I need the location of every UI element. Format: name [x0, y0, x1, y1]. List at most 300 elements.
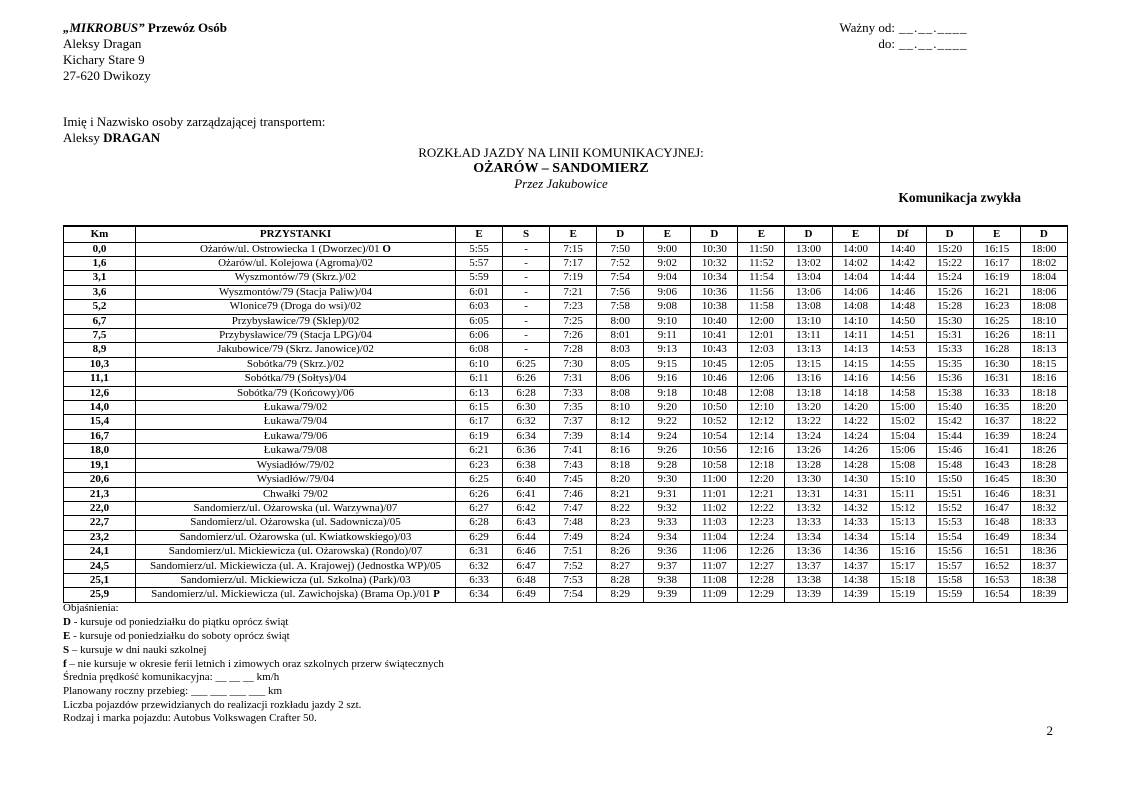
time-value: 7:43: [550, 458, 597, 472]
time-value: 15:56: [926, 545, 973, 559]
time-value: 7:50: [597, 242, 644, 256]
time-value: 11:00: [691, 473, 738, 487]
time-value: 12:14: [738, 429, 785, 443]
time-value: 7:52: [550, 559, 597, 573]
time-value: 14:56: [879, 372, 926, 386]
time-value: 12:24: [738, 530, 785, 544]
table-row: [64, 300, 1068, 314]
time-value: 14:26: [832, 444, 879, 458]
time-value: 7:21: [550, 285, 597, 299]
time-value: 13:31: [785, 487, 832, 501]
time-value: 8:22: [597, 501, 644, 515]
company-street: Kichary Stare 9: [63, 52, 145, 67]
table-row: [64, 357, 1068, 371]
time-value: 16:48: [973, 516, 1020, 530]
time-value: 15:31: [926, 329, 973, 343]
time-value: 10:41: [691, 329, 738, 343]
km-value: 10,3: [64, 357, 136, 371]
time-value: 6:26: [503, 372, 550, 386]
time-value: 13:26: [785, 444, 832, 458]
time-value: 7:30: [550, 357, 597, 371]
stop-name: Wyszmontów/79 (Stacja Paliw)/04: [136, 285, 456, 299]
time-value: 9:20: [644, 401, 691, 415]
time-value: 12:27: [738, 559, 785, 573]
time-value: 13:06: [785, 285, 832, 299]
legend-text: – kursuje w dni nauki szkolnej: [69, 644, 207, 656]
time-value: 15:11: [879, 487, 926, 501]
time-value: 8:16: [597, 444, 644, 458]
time-value: 10:46: [691, 372, 738, 386]
time-value: 8:00: [597, 314, 644, 328]
time-value: 8:12: [597, 415, 644, 429]
time-value: 12:28: [738, 573, 785, 587]
time-value: 16:15: [973, 242, 1020, 256]
km-value: 0,0: [64, 242, 136, 256]
time-value: 9:16: [644, 372, 691, 386]
legend-text: – nie kursuje w okresie ferii letnich i zimowych oraz szkolnych przerw świątecznych: [66, 658, 444, 670]
time-value: 7:51: [550, 545, 597, 559]
service-code-header: E: [644, 226, 691, 242]
time-value: 11:03: [691, 516, 738, 530]
time-value: 16:25: [973, 314, 1020, 328]
time-value: 5:59: [456, 271, 503, 285]
time-value: 13:15: [785, 357, 832, 371]
time-value: 12:23: [738, 516, 785, 530]
time-value: 9:11: [644, 329, 691, 343]
stop-name: Wysiadłów/79/04: [136, 473, 456, 487]
time-value: 10:38: [691, 300, 738, 314]
table-row: [64, 343, 1068, 357]
km-value: 3,6: [64, 285, 136, 299]
time-value: 13:13: [785, 343, 832, 357]
time-value: 6:25: [503, 357, 550, 371]
km-header: Km: [64, 226, 136, 242]
table-row: [64, 473, 1068, 487]
km-value: 16,7: [64, 429, 136, 443]
service-code-header: D: [785, 226, 832, 242]
time-value: 12:08: [738, 386, 785, 400]
legend-code: D: [63, 616, 71, 628]
time-value: 15:17: [879, 559, 926, 573]
time-value: 13:02: [785, 257, 832, 271]
stop-name: Wyszmontów/79 (Skrz.)/02: [136, 271, 456, 285]
time-value: 14:53: [879, 343, 926, 357]
time-value: 11:58: [738, 300, 785, 314]
time-value: 6:48: [503, 573, 550, 587]
table-row: [64, 501, 1068, 515]
time-value: 12:10: [738, 401, 785, 415]
service-code-header: D: [597, 226, 644, 242]
km-value: 19,1: [64, 458, 136, 472]
time-value: 10:36: [691, 285, 738, 299]
table-row: [64, 242, 1068, 256]
time-value: 12:20: [738, 473, 785, 487]
time-value: 18:15: [1020, 357, 1067, 371]
time-value: 6:15: [456, 401, 503, 415]
km-value: 7,5: [64, 329, 136, 343]
time-value: 16:17: [973, 257, 1020, 271]
km-value: 3,1: [64, 271, 136, 285]
table-row: [64, 573, 1068, 587]
time-value: 14:20: [832, 401, 879, 415]
company-city: 27-620 Dwikozy: [63, 68, 151, 83]
time-value: 12:16: [738, 444, 785, 458]
time-value: 16:31: [973, 372, 1020, 386]
table-row: [64, 429, 1068, 443]
time-value: 12:01: [738, 329, 785, 343]
time-value: 7:41: [550, 444, 597, 458]
time-value: 12:03: [738, 343, 785, 357]
manager-name: [63, 130, 325, 146]
time-value: 9:24: [644, 429, 691, 443]
legend-text: - kursuje od poniedziałku do soboty oprócz świąt: [70, 630, 290, 642]
time-value: 7:23: [550, 300, 597, 314]
legend-item: [63, 643, 444, 657]
time-value: 15:06: [879, 444, 926, 458]
time-value: 13:16: [785, 372, 832, 386]
table-row: [64, 545, 1068, 559]
time-value: 13:28: [785, 458, 832, 472]
time-value: 11:01: [691, 487, 738, 501]
table-row: [64, 444, 1068, 458]
table-row: [64, 458, 1068, 472]
time-value: 11:54: [738, 271, 785, 285]
time-value: 8:26: [597, 545, 644, 559]
time-value: 14:55: [879, 357, 926, 371]
service-code-header: Df: [879, 226, 926, 242]
time-value: 7:19: [550, 271, 597, 285]
time-value: 10:52: [691, 415, 738, 429]
time-value: 13:22: [785, 415, 832, 429]
time-value: 10:40: [691, 314, 738, 328]
time-value: 16:46: [973, 487, 1020, 501]
time-value: 14:06: [832, 285, 879, 299]
time-value: 18:34: [1020, 530, 1067, 544]
time-value: 14:39: [832, 588, 879, 602]
time-value: -: [503, 314, 550, 328]
time-value: 7:46: [550, 487, 597, 501]
time-value: 16:39: [973, 429, 1020, 443]
time-value: 6:19: [456, 429, 503, 443]
footer-line: Średnia prędkość komunikacyjna: __ __ __ km/h: [63, 671, 280, 683]
time-value: -: [503, 300, 550, 314]
time-value: 10:34: [691, 271, 738, 285]
time-value: 14:34: [832, 530, 879, 544]
validity-to-label: do:: [878, 36, 895, 51]
time-value: 6:08: [456, 343, 503, 357]
footer-notes: [63, 671, 361, 726]
time-value: 6:25: [456, 473, 503, 487]
time-value: 9:36: [644, 545, 691, 559]
time-value: 6:13: [456, 386, 503, 400]
km-value: 1,6: [64, 257, 136, 271]
time-value: 13:39: [785, 588, 832, 602]
time-value: 11:08: [691, 573, 738, 587]
km-value: 6,7: [64, 314, 136, 328]
time-value: 7:28: [550, 343, 597, 357]
time-value: 16:33: [973, 386, 1020, 400]
time-value: 12:05: [738, 357, 785, 371]
service-code-header: D: [926, 226, 973, 242]
time-value: 14:15: [832, 357, 879, 371]
time-value: 9:31: [644, 487, 691, 501]
time-value: 14:24: [832, 429, 879, 443]
time-value: 15:30: [926, 314, 973, 328]
time-value: 7:39: [550, 429, 597, 443]
time-value: 15:10: [879, 473, 926, 487]
time-value: 18:08: [1020, 300, 1067, 314]
table-row: [64, 257, 1068, 271]
service-code-header: E: [738, 226, 785, 242]
legend-code: f: [63, 658, 67, 670]
time-value: 18:22: [1020, 415, 1067, 429]
time-value: 6:30: [503, 401, 550, 415]
time-value: 6:36: [503, 444, 550, 458]
time-value: 6:10: [456, 357, 503, 371]
stop-name: Wlonice79 (Droga do wsi)/02: [136, 300, 456, 314]
footer-line: Planowany roczny przebieg: ___ ___ ___ ___ km: [63, 684, 283, 697]
time-value: 9:06: [644, 285, 691, 299]
km-value: 24,5: [64, 559, 136, 573]
time-value: 14:02: [832, 257, 879, 271]
time-value: 6:49: [503, 588, 550, 602]
stops-header: PRZYSTANKI: [136, 226, 456, 242]
validity-to-value: __.__.____: [899, 36, 968, 51]
time-value: 13:30: [785, 473, 832, 487]
time-value: 13:38: [785, 573, 832, 587]
stop-name: Ożarów/ul. Kolejowa (Agroma)/02: [136, 257, 456, 271]
legend-code: E: [63, 630, 71, 642]
stop-name: Sandomierz/ul. Mickiewicza (ul. Zawichojska) (Brama Op.)/01 P: [136, 588, 456, 602]
time-value: 14:22: [832, 415, 879, 429]
time-value: 15:13: [879, 516, 926, 530]
km-value: 22,7: [64, 516, 136, 530]
time-value: 15:46: [926, 444, 973, 458]
time-value: 14:30: [832, 473, 879, 487]
time-value: 6:23: [456, 458, 503, 472]
stop-name: Sandomierz/ul. Ożarowska (ul. Sadownicza)/05: [136, 516, 456, 530]
time-value: 18:36: [1020, 545, 1067, 559]
time-value: 6:33: [456, 573, 503, 587]
time-value: 16:54: [973, 588, 1020, 602]
timetable: [63, 225, 1068, 603]
time-value: 12:12: [738, 415, 785, 429]
time-value: 9:32: [644, 501, 691, 515]
time-value: 15:22: [926, 257, 973, 271]
time-value: 14:44: [879, 271, 926, 285]
time-value: 16:49: [973, 530, 1020, 544]
time-value: 7:17: [550, 257, 597, 271]
time-value: 10:56: [691, 444, 738, 458]
km-value: 21,3: [64, 487, 136, 501]
legend-code: S: [63, 644, 70, 656]
time-value: 18:18: [1020, 386, 1067, 400]
time-value: 13:36: [785, 545, 832, 559]
time-value: 14:50: [879, 314, 926, 328]
time-value: 13:37: [785, 559, 832, 573]
time-value: 16:45: [973, 473, 1020, 487]
time-value: 13:08: [785, 300, 832, 314]
km-value: 25,1: [64, 573, 136, 587]
time-value: 8:24: [597, 530, 644, 544]
time-value: 10:45: [691, 357, 738, 371]
time-value: 6:28: [456, 516, 503, 530]
time-value: 16:51: [973, 545, 1020, 559]
time-value: 15:14: [879, 530, 926, 544]
time-value: 14:08: [832, 300, 879, 314]
stop-name: Jakubowice/79 (Skrz. Janowice)/02: [136, 343, 456, 357]
time-value: 7:53: [550, 573, 597, 587]
stop-name: Przybysławice/79 (Sklep)/02: [136, 314, 456, 328]
time-value: 12:26: [738, 545, 785, 559]
time-value: 13:04: [785, 271, 832, 285]
time-value: 8:28: [597, 573, 644, 587]
manager-first-name: Aleksy: [63, 130, 104, 145]
time-value: 10:54: [691, 429, 738, 443]
time-value: 6:21: [456, 444, 503, 458]
time-value: 14:36: [832, 545, 879, 559]
time-value: 14:42: [879, 257, 926, 271]
stop-mark: P: [433, 588, 440, 601]
table-row: [64, 559, 1068, 573]
km-value: 18,0: [64, 444, 136, 458]
stop-name: Sandomierz/ul. Mickiewicza (ul. A. Krajowej) (Jednostka WP)/05: [136, 559, 456, 573]
stop-name: Chwałki 79/02: [136, 487, 456, 501]
time-value: 14:58: [879, 386, 926, 400]
time-value: 18:11: [1020, 329, 1067, 343]
time-value: 12:18: [738, 458, 785, 472]
service-code-header: E: [832, 226, 879, 242]
time-value: 13:10: [785, 314, 832, 328]
company-name-quoted: „MIKROBUS”: [63, 20, 145, 35]
time-value: 7:35: [550, 401, 597, 415]
stop-name: Sobótka/79 (Sołtys)/04: [136, 372, 456, 386]
time-value: 7:33: [550, 386, 597, 400]
stop-name: Sobótka/79 (Skrz.)/02: [136, 357, 456, 371]
time-value: 15:51: [926, 487, 973, 501]
time-value: 14:10: [832, 314, 879, 328]
time-value: 8:27: [597, 559, 644, 573]
time-value: 15:36: [926, 372, 973, 386]
time-value: 15:38: [926, 386, 973, 400]
validity-to-row: [831, 36, 968, 52]
km-value: 14,0: [64, 401, 136, 415]
time-value: 6:17: [456, 415, 503, 429]
time-value: 16:53: [973, 573, 1020, 587]
time-value: 18:00: [1020, 242, 1067, 256]
table-row: [64, 487, 1068, 501]
time-value: 14:38: [832, 573, 879, 587]
legend-item: [63, 615, 444, 629]
time-value: 11:09: [691, 588, 738, 602]
time-value: 11:04: [691, 530, 738, 544]
time-value: 6:26: [456, 487, 503, 501]
time-value: 8:18: [597, 458, 644, 472]
time-value: 6:27: [456, 501, 503, 515]
timetable-table: [63, 225, 1068, 603]
time-value: 14:31: [832, 487, 879, 501]
time-value: 6:44: [503, 530, 550, 544]
time-value: 18:26: [1020, 444, 1067, 458]
time-value: 14:28: [832, 458, 879, 472]
time-value: 15:19: [879, 588, 926, 602]
service-code-header: E: [456, 226, 503, 242]
time-value: 16:47: [973, 501, 1020, 515]
timetable-header-row: [64, 226, 1068, 242]
service-code-header: D: [691, 226, 738, 242]
time-value: 6:03: [456, 300, 503, 314]
time-value: 6:42: [503, 501, 550, 515]
time-value: 8:05: [597, 357, 644, 371]
company-name: [63, 20, 227, 36]
time-value: -: [503, 343, 550, 357]
time-value: 9:34: [644, 530, 691, 544]
company-block: [63, 20, 227, 84]
time-value: 9:39: [644, 588, 691, 602]
time-value: 6:38: [503, 458, 550, 472]
time-value: 15:42: [926, 415, 973, 429]
service-code-header: E: [973, 226, 1020, 242]
manager-label: Imię i Nazwisko osoby zarządzającej transportem:: [63, 114, 326, 129]
time-value: 16:37: [973, 415, 1020, 429]
time-value: 6:29: [456, 530, 503, 544]
time-value: 10:48: [691, 386, 738, 400]
table-row: [64, 329, 1068, 343]
km-value: 23,2: [64, 530, 136, 544]
time-value: 7:47: [550, 501, 597, 515]
stop-name: Sandomierz/ul. Ożarowska (ul. Warzywna)/07: [136, 501, 456, 515]
time-value: 13:18: [785, 386, 832, 400]
validity-from-value: __.__.____: [899, 20, 968, 35]
page-number: 2: [1046, 723, 1053, 738]
manager-last-name: DRAGAN: [103, 130, 161, 145]
table-row: [64, 285, 1068, 299]
time-value: 15:48: [926, 458, 973, 472]
time-value: 6:40: [503, 473, 550, 487]
time-value: 14:18: [832, 386, 879, 400]
time-value: -: [503, 257, 550, 271]
time-value: 15:16: [879, 545, 926, 559]
time-value: 16:52: [973, 559, 1020, 573]
stop-name: Sandomierz/ul. Mickiewicza (ul. Ożarowska) (Rondo)/07: [136, 545, 456, 559]
time-value: 9:28: [644, 458, 691, 472]
time-value: 14:33: [832, 516, 879, 530]
time-value: 18:06: [1020, 285, 1067, 299]
time-value: 18:37: [1020, 559, 1067, 573]
time-value: 14:40: [879, 242, 926, 256]
stop-name: Łukawa/79/08: [136, 444, 456, 458]
time-value: 6:32: [503, 415, 550, 429]
time-value: 8:14: [597, 429, 644, 443]
service-code-header: S: [503, 226, 550, 242]
time-value: 18:16: [1020, 372, 1067, 386]
time-value: 6:01: [456, 285, 503, 299]
time-value: 16:26: [973, 329, 1020, 343]
time-value: 7:26: [550, 329, 597, 343]
time-value: 8:21: [597, 487, 644, 501]
manager-block: [63, 114, 325, 146]
time-value: 10:50: [691, 401, 738, 415]
time-value: 6:41: [503, 487, 550, 501]
time-value: 15:57: [926, 559, 973, 573]
time-value: 8:06: [597, 372, 644, 386]
table-row: [64, 386, 1068, 400]
time-value: 8:20: [597, 473, 644, 487]
stop-name: Sandomierz/ul. Mickiewicza (ul. Szkolna) (Park)/03: [136, 573, 456, 587]
time-value: 14:46: [879, 285, 926, 299]
km-value: 24,1: [64, 545, 136, 559]
time-value: 11:52: [738, 257, 785, 271]
